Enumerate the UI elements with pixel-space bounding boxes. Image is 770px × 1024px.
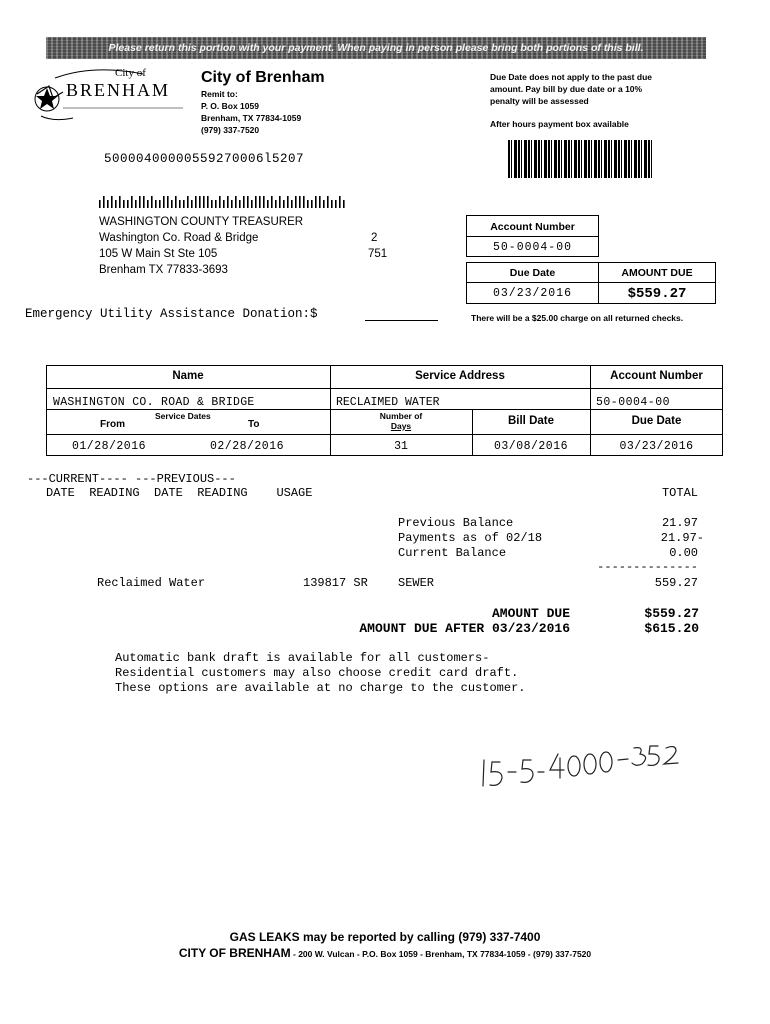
footer-address: - 200 W. Vulcan - P.O. Box 1059 - Brenham, TX 77834-1059 - (979) 337-7520 [290,949,592,959]
remit-line: (979) 337-7520 [201,125,260,135]
table-rule [46,409,723,410]
remit-to-label: Remit to: [201,89,238,99]
bill-date-value: 03/08/2016 [493,440,568,453]
logo-brenham-text: BRENHAM [66,80,171,100]
account-number-cell: 50-0004-00 [596,396,671,409]
days-header-line1: Number of [379,411,423,421]
due-date-cell: 03/23/2016 [619,440,694,453]
return-portion-banner: Please return this portion with your payment. When paying in person please bring both portions of this bill. [46,37,706,59]
due-date-notice-line: Due Date does not apply to the past due [490,72,652,82]
service-dates-header: Service Dates [155,411,211,421]
table-rule [46,388,723,389]
account-number-value: 50-0004-00 [466,236,599,257]
meter-reading: 139817 SR [303,576,368,590]
ledger-header-line2: DATE READING DATE READING USAGE [46,486,313,500]
addressee-line: Brenham TX 77833-3693 [99,264,228,276]
returned-check-notice: There will be a $25.00 charge on all returned checks. [471,313,684,323]
handwritten-note [478,742,688,792]
route-code: 2 [371,232,378,244]
remit-line: Brenham, TX 77834-1059 [201,113,302,123]
amount-due-value: $559.27 [598,282,716,304]
sequence-code: 751 [368,248,388,260]
amount-due-summary-value: $559.27 [644,606,699,621]
customer-name: WASHINGTON CO. ROAD & BRIDGE [53,396,255,409]
due-date-value: 03/23/2016 [466,282,599,304]
ledger-label: Payments as of 02/18 [398,531,543,545]
service-address-header: Service Address [415,370,505,382]
message-line: These options are available at no charge to the customer. [115,681,526,695]
due-date-label: Due Date [466,262,599,283]
service-address-value: RECLAIMED WATER [336,396,440,409]
account-number-header: Account Number [610,370,703,382]
message-line: Residential customers may also choose credit card draft. [115,666,519,680]
charge-label: SEWER [398,576,435,590]
logo-city-of-text: City of [115,67,146,79]
name-header: Name [172,370,204,382]
message-line: Automatic bank draft is available for all customers- [115,651,490,665]
total-header: TOTAL [661,486,698,500]
service-to-date: 02/28/2016 [210,440,285,453]
days-header [330,411,472,431]
addressee-line: 105 W Main St Ste 105 [99,248,218,260]
addressee-line: WASHINGTON COUNTY TREASURER [99,216,304,228]
account-number-label: Account Number [466,215,599,237]
ledger-label: Current Balance [398,546,507,560]
city-name: City of Brenham [201,69,325,86]
charge-amount: 559.27 [654,576,698,590]
ocr-scanline: 50000400000559270006l5207 [104,152,305,166]
ledger-amount: 21.97- [660,531,704,545]
amount-due-label: AMOUNT DUE [598,262,716,283]
ledger-amount: 21.97 [661,516,698,530]
table-rule [46,434,723,435]
amount-due-after-value: $615.20 [644,621,699,636]
barcode-image [508,140,653,178]
city-address-footer [0,946,770,960]
postal-barcode [99,196,349,208]
due-date-header: Due Date [631,415,682,427]
from-header: From [100,419,125,430]
addressee-line: Washington Co. Road & Bridge [99,232,259,244]
amount-due-after-label: AMOUNT DUE AFTER 03/23/2016 [359,621,570,636]
to-header: To [248,419,260,430]
due-date-notice-line: penalty will be assessed [490,96,589,106]
amount-due-summary-label: AMOUNT DUE [491,606,570,621]
bill-date-header: Bill Date [507,415,554,427]
ledger-separator: -------------- [597,560,698,574]
service-name: Reclaimed Water [97,576,206,590]
days-header-line2: Days [390,421,412,431]
gas-leak-notice: GAS LEAKS may be reported by calling (979) 337-7400 [229,930,541,944]
donation-label: Emergency Utility Assistance Donation:$ [25,307,318,321]
number-of-days: 31 [394,440,408,453]
ledger-header-line1: ---CURRENT---- ---PREVIOUS--- [27,472,236,486]
footer-city-name: CITY OF BRENHAM [178,946,291,960]
ledger-label: Previous Balance [398,516,514,530]
ledger-amount: 0.00 [669,546,698,560]
service-from-date: 01/28/2016 [72,440,147,453]
remit-line: P. O. Box 1059 [201,101,259,111]
due-date-notice-line: amount. Pay bill by due date or a 10% [490,84,643,94]
donation-amount-field[interactable] [365,320,438,321]
after-hours-notice: After hours payment box available [490,119,629,129]
